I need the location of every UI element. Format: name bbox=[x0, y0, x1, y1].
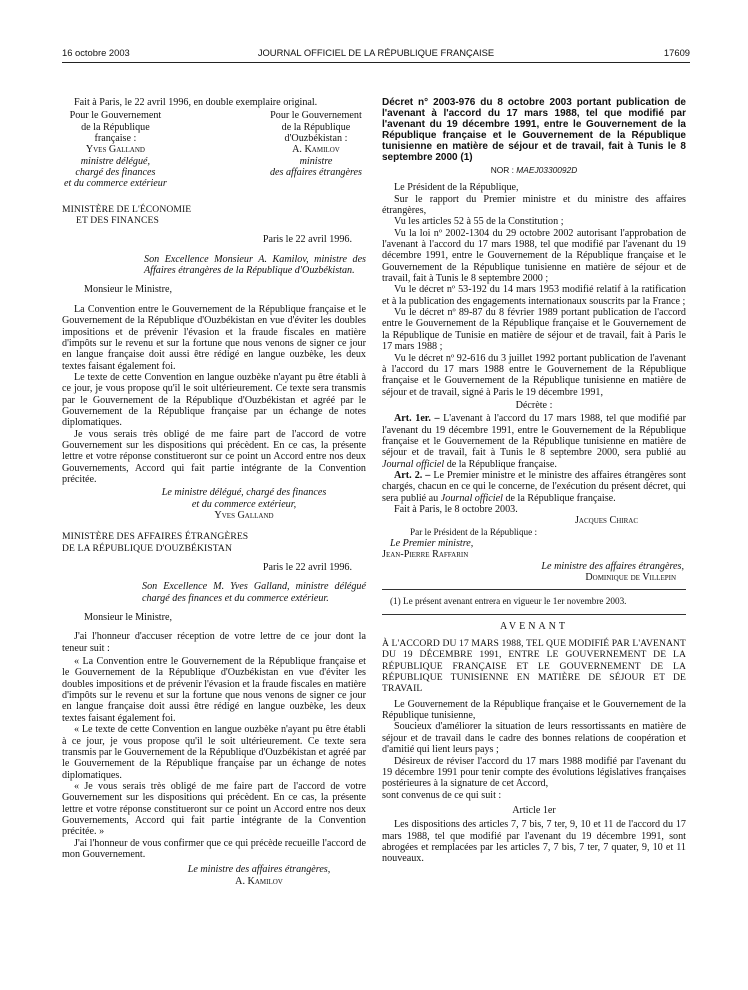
letter-addressee: Son Excellence Monsieur A. Kamilov, ministre des Affaires étrangères de la République d'Ouzbékistan. bbox=[144, 253, 366, 277]
signatory-name: A. Kamilov bbox=[235, 875, 283, 887]
letter-paragraph: J'ai l'honneur d'accuser réception de votre lettre de ce jour dont la teneur suit : bbox=[62, 631, 366, 654]
sig-line: Pour le Gouvernement bbox=[270, 110, 362, 122]
avenant-paragraph: sont convenus de ce qui suit : bbox=[382, 789, 502, 801]
sig-title: et du commerce extérieur bbox=[64, 178, 167, 190]
nor-reference bbox=[382, 165, 686, 176]
signatory-name: Jacques Chirac bbox=[574, 515, 638, 527]
letter-date: Paris le 22 avril 1996. bbox=[262, 562, 352, 574]
article-label: Art. 2. – bbox=[394, 469, 431, 481]
signatory-name: Yves Galland bbox=[214, 510, 274, 521]
fait-line: Fait à Paris, le 8 octobre 2003. bbox=[394, 503, 518, 515]
journal-reference: Journal officiel bbox=[382, 458, 445, 470]
signature-title: Le ministre délégué, chargé des finances bbox=[161, 487, 327, 499]
article-text: de la République française. bbox=[446, 458, 557, 470]
article-text: de la République française. bbox=[505, 492, 616, 504]
page-header bbox=[62, 47, 690, 61]
visa-line: Vu les articles 52 à 55 de la Constitution ; bbox=[394, 216, 564, 228]
quoted-paragraph: « Le texte de cette Convention en langue ouzbèke n'ayant pu être établi à ce jour, je vous propose qu'il le soit ultérieurement. Ce texte sera transmis par le Gouvernement de la République d'Ouzbékistan et agréé par le Gouvernement de la République française par un échange de notes diplomatiques. bbox=[62, 724, 366, 781]
sig-line: de la République bbox=[81, 121, 150, 133]
salutation: Monsieur le Ministre, bbox=[84, 284, 173, 296]
header-date: 16 octobre 2003 bbox=[62, 47, 130, 58]
avenant-paragraph: Désireux de réviser l'accord du 17 mars 1988 modifié par l'avenant du 19 décembre 1991 pour tenir compte des évolutions législatives françaises postérieures à la signature de cet Accord, bbox=[382, 755, 686, 790]
left-column bbox=[62, 97, 366, 887]
article-2 bbox=[382, 470, 686, 504]
journal-reference: Journal officiel bbox=[440, 492, 503, 504]
article-label: Art. 1er. – bbox=[394, 413, 440, 425]
avenant-heading: AVENANT bbox=[499, 620, 569, 632]
letter-paragraph: Le texte de cette Convention en langue ouzbèke n'ayant pu être établi à ce jour, je vous propose qu'il le soit ultérieurement. Ce texte sera transmis par le Gouvernement de la République d'Ouzbékistan et agréé par le Gouvernement de la République française par un échange de notes diplomatiques. bbox=[62, 371, 366, 429]
article-1 bbox=[382, 413, 686, 470]
signatory-name: Dominique de Villepin bbox=[585, 572, 676, 584]
signatory-name: A. Kamilov bbox=[292, 144, 340, 156]
sig-line: Pour le Gouvernement bbox=[69, 110, 162, 122]
journal-title: JOURNAL OFFICIEL DE LA RÉPUBLIQUE FRANÇAISE bbox=[257, 47, 495, 58]
ministry-line: ET DES FINANCES bbox=[76, 215, 159, 227]
signatures-block bbox=[62, 110, 366, 189]
ministry-heading bbox=[62, 531, 366, 554]
article-text: Les dispositions des articles 7, 7 bis, 7 ter, 9, 10 et 11 de l'accord du 17 mars 1988, tel que modifié par l'avenant du 19 décembre 1991, sont abrogées et remplacées par les articles 7, 7 bis, 7 ter, 7 quater, 9, 10 et 11 nouveaux. bbox=[382, 819, 686, 865]
sig-line: française : bbox=[94, 133, 137, 145]
ministry-line: DE LA RÉPUBLIQUE D'OUZBÉKISTAN bbox=[62, 542, 232, 554]
letter-date: Paris le 22 avril 1996. bbox=[262, 234, 352, 246]
premier-ministre-title: Le Premier ministre, bbox=[390, 538, 474, 549]
quoted-paragraph: « Je vous serais très obligé de me faire part de l'accord de votre Gouvernement sur les dispositions qui précèdent. En ce cas, la présente lettre et votre réponse constitueront sur ce point un Accord entre nos deux Gouvernements, Accord qui fait partie intégrante de la Convention précitée. » bbox=[62, 780, 366, 838]
president-line: Le Président de la République, bbox=[394, 182, 519, 194]
nor-code: MAEJ0330092D bbox=[516, 165, 578, 175]
decrete-heading: Décrète : bbox=[515, 399, 553, 411]
visa-line: Vu le décret nº 53-192 du 14 mars 1953 modifié relatif à la ratification et à la publication des engagements internationaux souscrits par la France ; bbox=[382, 284, 686, 307]
footnote-rule bbox=[382, 614, 686, 615]
ministre-title: Le ministre des affaires étrangères, bbox=[541, 560, 684, 572]
par-le-president: Par le Président de la République : bbox=[410, 526, 538, 537]
footnote-rule bbox=[382, 589, 686, 590]
sig-title: chargé des finances bbox=[75, 167, 156, 179]
signature-title: et du commerce extérieur, bbox=[191, 498, 297, 510]
article-text: Le Premier ministre et le ministre des affaires étrangères sont chargés, chacun en ce qui le concerne, de l'exécution du présent décret, qui sera publié au bbox=[382, 469, 686, 504]
rapport-line: Sur le rapport du Premier ministre et du ministre des affaires étrangères, bbox=[382, 193, 686, 217]
avenant-paragraph: Soucieux d'améliorer la situation de leurs ressortissants en matière de séjour et de travail dans le cadre des bonnes relations de coopération et d'amitié qui lient leurs pays ; bbox=[382, 721, 686, 756]
signature-france bbox=[64, 110, 167, 189]
article-heading: Article 1er bbox=[512, 804, 556, 816]
visa-line: Vu la loi nº 2002-1304 du 29 octobre 2002 autorisant l'approbation de l'avenant à l'accord du 17 mars 1988, tel que modifié par l'avenant du 19 décembre 1991, entre le Gouvernement de la République française et le Gouvernement de la République tunisienne en matière de séjour et de travail, fait à Tunis le 8 septembre 2000 ; bbox=[382, 227, 686, 285]
avenant-title: À L'ACCORD DU 17 MARS 1988, TEL QUE MODIFIÉ PAR L'AVENANT DU 19 DÉCEMBRE 1991, ENTRE LE GOUVERNEMENT DE LA RÉPUBLIQUE FRANÇAISE ET LE GOUVERNEMENT DE LA RÉPUBLIQUE TUNISIENNE EN MATIÈRE DE SÉJOUR ET DE TRAVAIL bbox=[382, 638, 686, 695]
signatory-name: Jean-Pierre Raffarin bbox=[382, 549, 469, 561]
signature-ouzbekistan bbox=[270, 110, 362, 189]
footnote: (1) Le présent avenant entrera en vigueur le 1er novembre 2003. bbox=[390, 596, 627, 607]
decree-title: Décret n° 2003-976 du 8 octobre 2003 portant publication de l'avenant à l'accord du 17 mars 1988, tel que modifié par l'avenant du 19 décembre 1991, entre le Gouvernement de la République française et le Gouvernement de la République tunisienne en matière de séjour et de travail, fait à Tunis le 8 septembre 2000 (1) bbox=[382, 97, 686, 163]
quoted-paragraph: « La Convention entre le Gouvernement de la République française et le Gouvernement de la République d'Ouzbékistan en vue d'éviter les doubles impositions et de prévenir l'évasion et la fraude fiscales en matière d'impôts sur le revenu et sur la fortune que nous venons de signer ce jour en langue française doit aussi être rédigé en langue ouzbèke, les deux textes faisant également foi. bbox=[62, 656, 366, 724]
sig-title: ministre délégué, bbox=[80, 155, 151, 167]
sig-title: des affaires étrangères bbox=[269, 167, 362, 179]
fait-line: Fait à Paris, le 22 avril 1996, en double exemplaire original. bbox=[74, 97, 318, 108]
ministry-line: MINISTÈRE DE L'ÉCONOMIE bbox=[62, 203, 192, 215]
salutation: Monsieur le Ministre, bbox=[84, 612, 173, 624]
ministry-line: MINISTÈRE DES AFFAIRES ÉTRANGÈRES bbox=[62, 531, 249, 543]
signatory-name: Yves Galland bbox=[85, 144, 145, 156]
avenant-paragraph: Le Gouvernement de la République française et le Gouvernement de la République tunisienne, bbox=[382, 698, 686, 722]
sig-line: d'Ouzbékistan : bbox=[284, 133, 348, 145]
signature-title: Le ministre des affaires étrangères, bbox=[187, 864, 331, 876]
ministry-heading bbox=[62, 204, 366, 227]
article-text: L'avenant à l'accord du 17 mars 1988, tel que modifié par l'avenant du 19 décembre 1991, entre le Gouvernement de la République française et le Gouvernement de la République tunisienne en matière de séjour et de travail, fait à Tunis le 8 septembre 2000, sera publié au bbox=[382, 413, 686, 459]
header-rule bbox=[62, 62, 690, 63]
visa-line: Vu le décret nº 89-87 du 8 février 1989 portant publication de l'accord entre le Gouvernement de la République française et le Gouvernement de la République de Tunisie en matière de séjour et de travail, fait à Paris le 17 mars 1988 ; bbox=[382, 307, 686, 353]
sig-title: ministre bbox=[299, 155, 333, 167]
letter-paragraph: J'ai l'honneur de vous confirmer que ce qui précède recueille l'accord de mon Gouvernement. bbox=[62, 837, 366, 860]
letter-paragraph: Je vous serais très obligé de me faire part de l'accord de votre Gouvernement sur les dispositions qui précèdent. En ce cas, la présente lettre et votre réponse constitueront sur ce point un Accord entre nos deux Gouvernements, Accord qui fait partie intégrante de la Convention précitée. bbox=[62, 428, 366, 485]
letter-addressee: Son Excellence M. Yves Galland, ministre délégué chargé des finances et du commerce extérieur. bbox=[142, 581, 366, 604]
right-column bbox=[382, 97, 686, 865]
letter-paragraph: La Convention entre le Gouvernement de la République française et le Gouvernement de la République d'Ouzbékistan en vue d'éviter les doubles impositions et de prévenir l'évasion et la fraude fiscales en matière d'impôts sur le revenu et sur la fortune que nous venons de signer ce jour en langue française doit aussi être rédigé en langue ouzbèke, les deux textes faisant également foi. bbox=[62, 303, 366, 372]
page-number: 17609 bbox=[663, 47, 690, 58]
sig-line: de la République bbox=[281, 121, 351, 133]
nor-label: NOR : bbox=[490, 165, 514, 175]
visa-line: Vu le décret nº 92-616 du 3 juillet 1992 portant publication de l'avenant à l'accord du 17 mars 1988 entre le Gouvernement de la République française et le Gouvernement de la République tunisienne en matière de séjour et de travail, signé à Paris le 19 décembre 1991, bbox=[382, 352, 686, 398]
